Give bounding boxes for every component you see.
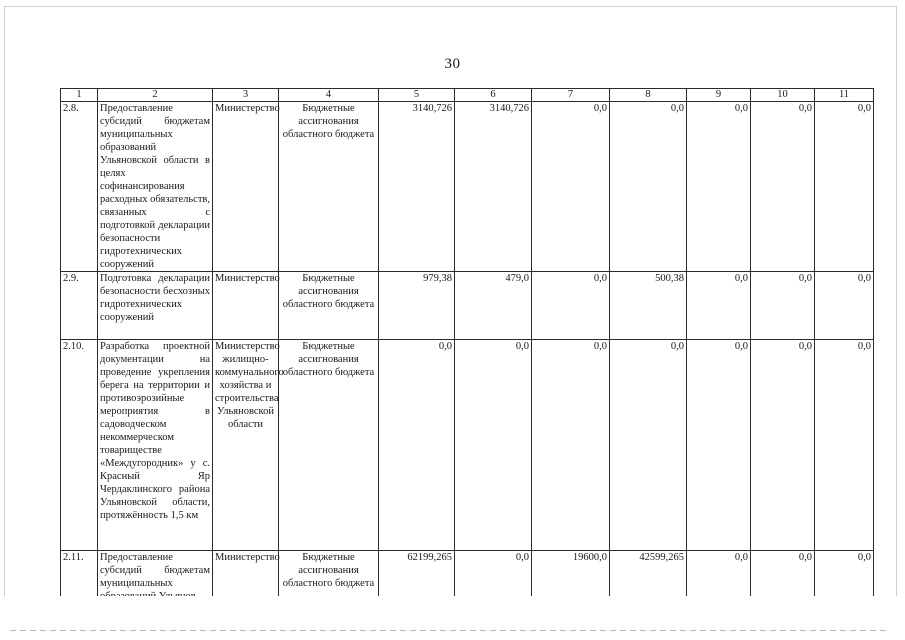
cell-col7: 0,0: [532, 340, 610, 551]
header-cell-4: 4: [279, 89, 379, 102]
cell-col9: 0,0: [687, 551, 751, 606]
cell-col11: 0,0: [815, 340, 874, 551]
cell-col5: 62199,265: [379, 551, 455, 606]
table-row: [61, 340, 874, 551]
cell-col7: 0,0: [532, 102, 610, 272]
page-number: 30: [444, 56, 461, 72]
row-executor: Министерство жилищно-коммунального хозяйства и строительства Ульяновской области: [213, 340, 279, 551]
cell-col7: 0,0: [532, 272, 610, 340]
cell-col8: 500,38: [610, 272, 687, 340]
budget-table: [60, 88, 874, 606]
row-index: 2.10.: [61, 340, 98, 551]
row-index: 2.11.: [61, 551, 98, 606]
row-description: Подготовка декларации безопасности бесхозных гидротехнических сооружений: [98, 272, 213, 340]
cell-col6: 3140,726: [455, 102, 532, 272]
cell-col10: 0,0: [751, 340, 815, 551]
cell-col7: 19600,0: [532, 551, 610, 606]
cell-col10: 0,0: [751, 102, 815, 272]
cell-col5: 979,38: [379, 272, 455, 340]
cell-col11: 0,0: [815, 551, 874, 606]
header-cell-6: 6: [455, 89, 532, 102]
cell-col6: 479,0: [455, 272, 532, 340]
cell-col10: 0,0: [751, 551, 815, 606]
page-bottom-mask: [0, 596, 905, 626]
header-row: [61, 89, 874, 102]
row-description: Предоставление субсидий бюджетам муниципальных образований Ульяновской области в целях софинансирования расходных обязательств, связанных с подготовкой декларации безопасности гидротехнических сооружений: [98, 102, 213, 272]
row-source: Бюджетные ассигнования областного бюджета: [279, 272, 379, 340]
header-cell-3: 3: [213, 89, 279, 102]
cell-col5: 3140,726: [379, 102, 455, 272]
cell-col9: 0,0: [687, 102, 751, 272]
row-executor: Министерство: [213, 272, 279, 340]
header-cell-10: 10: [751, 89, 815, 102]
cell-col10: 0,0: [751, 272, 815, 340]
scan-artifact-line: [10, 630, 890, 631]
row-index: 2.9.: [61, 272, 98, 340]
row-executor: Министерство: [213, 102, 279, 272]
row-source: Бюджетные ассигнования областного бюджета: [279, 551, 379, 606]
cell-col5: 0,0: [379, 340, 455, 551]
table-row: [61, 102, 874, 272]
row-source: Бюджетные ассигнования областного бюджета: [279, 102, 379, 272]
cell-col9: 0,0: [687, 272, 751, 340]
header-cell-2: 2: [98, 89, 213, 102]
table-row: [61, 272, 874, 340]
row-executor: Министерство: [213, 551, 279, 606]
cell-col9: 0,0: [687, 340, 751, 551]
cell-col8: 0,0: [610, 340, 687, 551]
header-cell-7: 7: [532, 89, 610, 102]
row-description: Разработка проектной документации на проведение укрепления берега на территории и противоэрозийные мероприятия в садоводческом некоммерческом товариществе «Междугородник» у с. Красный Яр Чердаклинского района Ульяновской области, протяжённость 1,5 км: [98, 340, 213, 551]
cell-col11: 0,0: [815, 102, 874, 272]
cell-col8: 0,0: [610, 102, 687, 272]
header-cell-8: 8: [610, 89, 687, 102]
header-cell-11: 11: [815, 89, 874, 102]
cell-col11: 0,0: [815, 272, 874, 340]
row-source: Бюджетные ассигнования областного бюджета: [279, 340, 379, 551]
header-cell-1: 1: [61, 89, 98, 102]
cell-col6: 0,0: [455, 551, 532, 606]
cell-col8: 42599,265: [610, 551, 687, 606]
header-cell-9: 9: [687, 89, 751, 102]
header-cell-5: 5: [379, 89, 455, 102]
row-description: Предоставление субсидий бюджетам муниципальных: [98, 551, 213, 606]
cell-col6: 0,0: [455, 340, 532, 551]
row-index: 2.8.: [61, 102, 98, 272]
